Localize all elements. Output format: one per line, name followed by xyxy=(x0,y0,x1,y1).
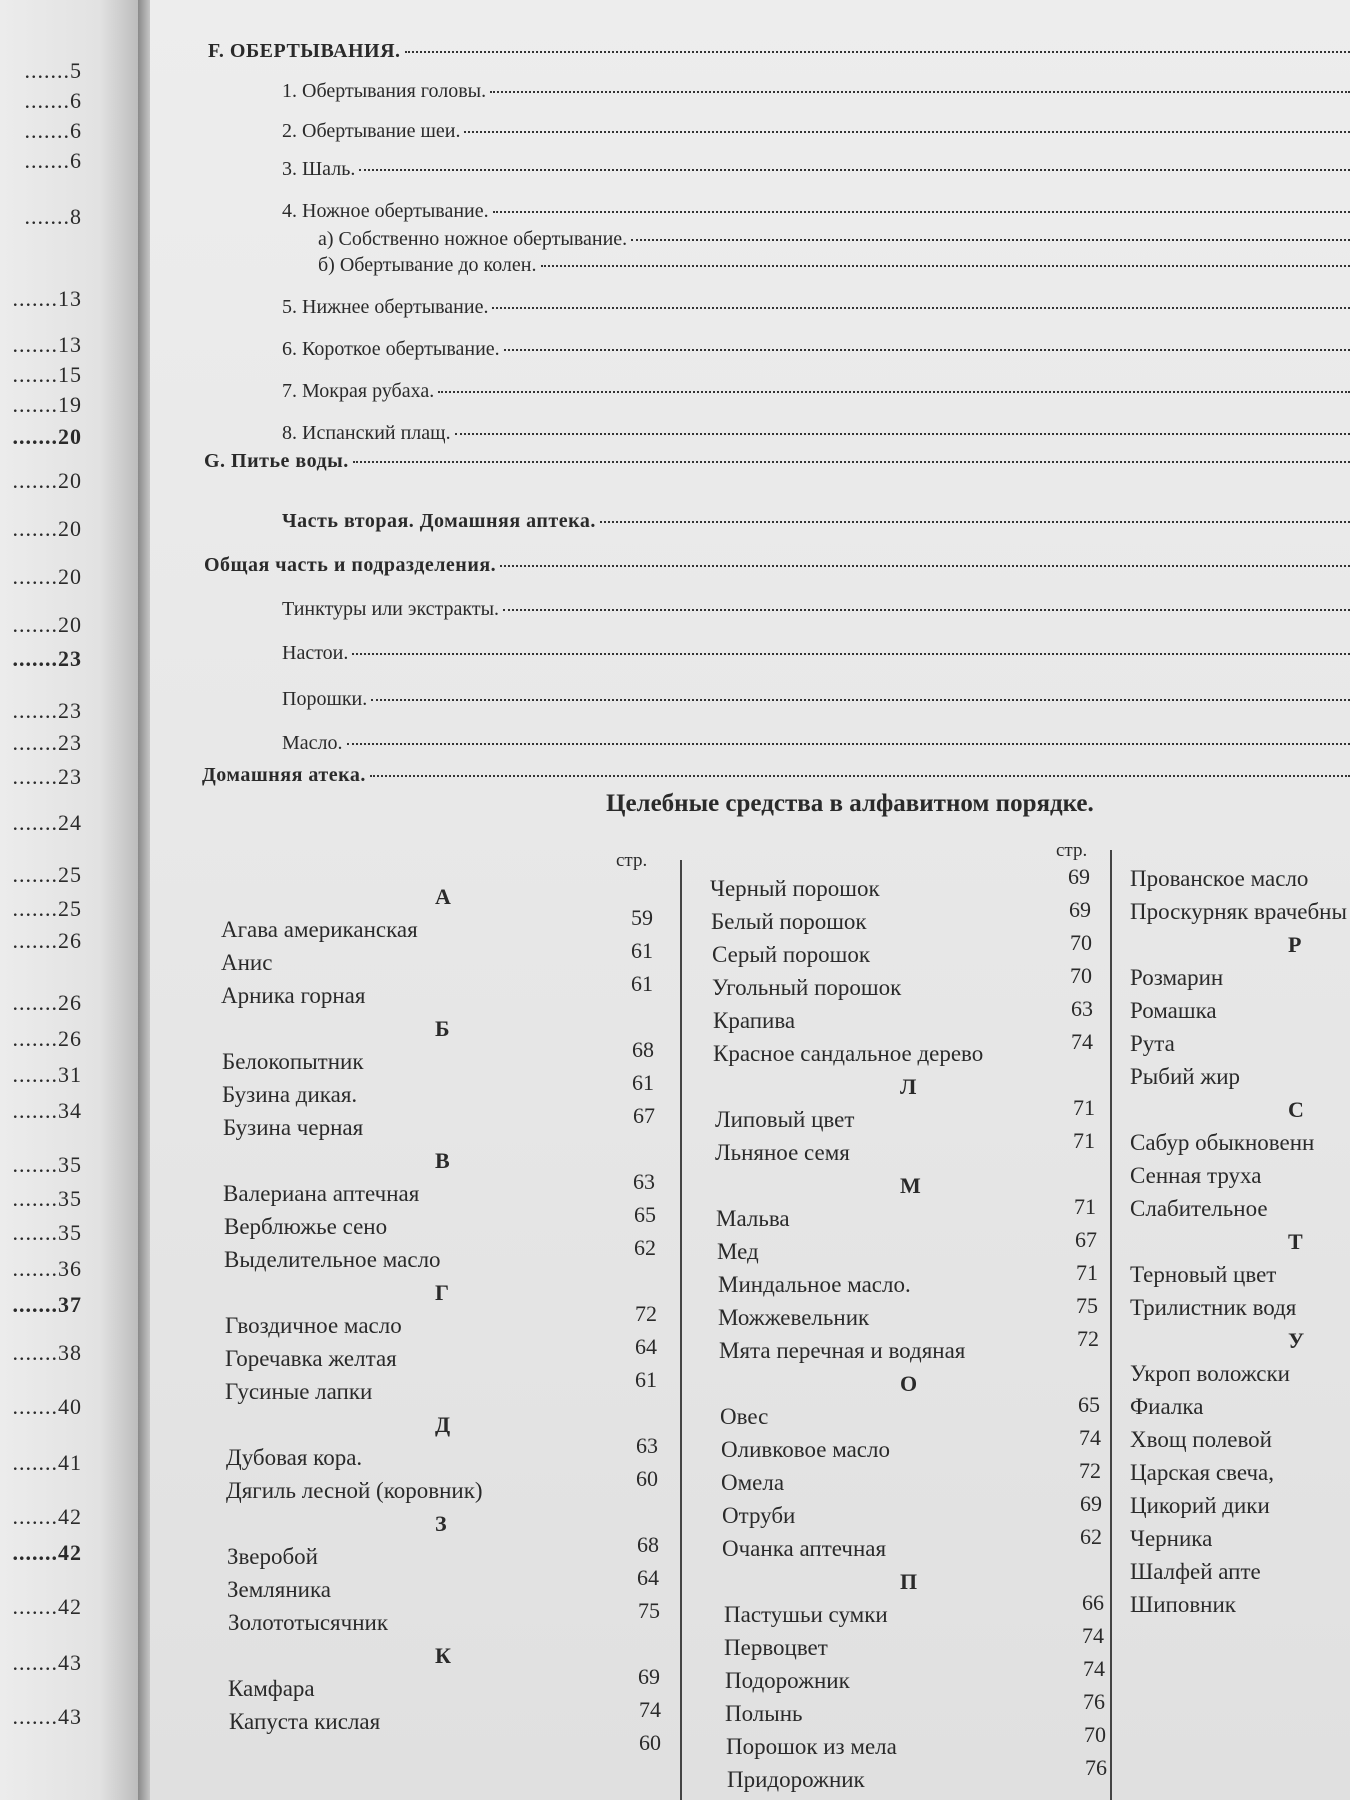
left-page-number: .......25 xyxy=(12,862,82,887)
index-entry-name: Гвоздичное масло xyxy=(225,1313,402,1338)
index-letter-heading: У xyxy=(1288,1328,1305,1353)
toc-general xyxy=(204,554,1350,577)
leader-dots xyxy=(631,239,1350,241)
index-entry-name: Фиалка xyxy=(1130,1394,1204,1419)
toc-heading-label: Часть вторая. Домашняя аптека. xyxy=(282,510,596,532)
index-entry-name: Красное сандальное дерево xyxy=(713,1041,984,1066)
toc-item xyxy=(282,732,1350,755)
left-page-number: .......35 xyxy=(12,1152,82,1177)
index-letter-heading: Д xyxy=(435,1412,451,1437)
leader-dots xyxy=(455,433,1350,435)
index-entry-name: Рыбий жир xyxy=(1130,1064,1241,1089)
toc-heading-f xyxy=(208,40,1350,63)
leader-dots xyxy=(500,565,1350,567)
index-entry-page: 75 xyxy=(638,1598,660,1623)
left-page-number: .......42 xyxy=(12,1594,82,1619)
index-entry-page: 63 xyxy=(1071,996,1093,1021)
left-page-number: .......20 xyxy=(12,564,82,589)
index-entry-name: Подорожник xyxy=(725,1668,850,1693)
left-page-number: .......15 xyxy=(12,362,82,387)
index-letter-heading: Р xyxy=(1288,932,1302,957)
index-letter-heading: О xyxy=(900,1371,918,1396)
index-entry-page: 70 xyxy=(1070,930,1092,955)
index-entry-name: Хвощ полевой xyxy=(1130,1427,1272,1452)
index-entry-page: 69 xyxy=(1068,864,1090,889)
leader-dots xyxy=(600,521,1350,523)
index-entry-page: 71 xyxy=(1074,1194,1096,1219)
index-entry-name: Мед xyxy=(717,1239,759,1264)
left-page-number: .......38 xyxy=(12,1340,82,1365)
index-entry-name: Мята перечная и водяная xyxy=(719,1338,966,1363)
index-entry-name: Полынь xyxy=(725,1701,803,1726)
index-entry-name: Прованское масло xyxy=(1130,866,1309,891)
left-page-number: .......42 xyxy=(12,1504,82,1529)
index-entry-page: 74 xyxy=(1079,1425,1101,1450)
toc-item xyxy=(282,422,1350,445)
toc-item xyxy=(282,80,1350,103)
index-entry-name: Укроп воложски xyxy=(1130,1361,1290,1386)
index-entry-page: 62 xyxy=(634,1235,656,1260)
index-entry-name: Можжевельник xyxy=(718,1305,870,1330)
index-entry-page: 69 xyxy=(1080,1491,1102,1516)
index-entry-name: Гусиные лапки xyxy=(225,1379,373,1404)
left-page-number: .......42 xyxy=(12,1540,82,1565)
leader-dots xyxy=(490,91,1350,93)
toc-subitem xyxy=(318,254,1350,277)
leader-dots xyxy=(359,169,1350,171)
index-entry-name: Земляника xyxy=(227,1577,331,1602)
left-page-number: .......5 xyxy=(24,58,82,83)
toc-heading-g xyxy=(204,450,1350,473)
page-label-col1: стр. xyxy=(616,850,648,871)
left-page-number: .......6 xyxy=(24,118,82,143)
index-entry-page: 60 xyxy=(639,1730,661,1755)
index-entry-name: Пастушьи сумки xyxy=(724,1602,888,1627)
leader-dots xyxy=(347,743,1350,745)
index-entry-page: 61 xyxy=(631,971,653,996)
toc-item xyxy=(282,296,1350,319)
index-letter-heading: Б xyxy=(435,1016,450,1041)
index-entry-name: Трилистник водя xyxy=(1130,1295,1297,1320)
toc-item xyxy=(282,688,1350,711)
index-entry-name: Оливковое масло xyxy=(721,1437,890,1462)
left-page-number: .......36 xyxy=(12,1256,82,1281)
index-letter-heading: Л xyxy=(900,1074,917,1099)
index-entry-page: 61 xyxy=(632,1070,654,1095)
index-entry-name: Сабур обыкновенн xyxy=(1130,1130,1315,1155)
toc-item xyxy=(282,158,1350,181)
index-entry-name: Сенная труха xyxy=(1130,1163,1262,1188)
index-entry-name: Омела xyxy=(721,1470,785,1495)
left-page-number: .......43 xyxy=(12,1650,82,1675)
toc-item-label: 3. Шаль. xyxy=(282,158,356,180)
index-letter-heading: М xyxy=(900,1173,921,1198)
index-entry-page: 61 xyxy=(635,1367,657,1392)
index-entry-page: 74 xyxy=(1083,1656,1105,1681)
index-entry-page: 72 xyxy=(1077,1326,1099,1351)
index-entry-name: Угольный порошок xyxy=(712,975,902,1000)
toc-item xyxy=(282,380,1350,403)
left-page-number: .......24 xyxy=(12,810,82,835)
index-letter-heading: Г xyxy=(435,1280,449,1305)
index-letter-heading: З xyxy=(435,1511,447,1536)
index-entry-name: Шалфей апте xyxy=(1130,1559,1261,1584)
index-entry-name: Слабительное xyxy=(1130,1196,1268,1221)
toc-heading-label: F. ОБЕРТЫВАНИЯ. xyxy=(208,40,401,62)
right-page xyxy=(150,0,1350,1800)
index-entry-name: Розмарин xyxy=(1130,965,1224,990)
left-page-number: .......13 xyxy=(12,332,82,357)
leader-dots xyxy=(541,265,1350,267)
left-page-number: .......8 xyxy=(24,204,82,229)
toc-item-label: Настои. xyxy=(282,642,349,664)
toc-item-label: 2. Обертывание шеи. xyxy=(282,120,461,142)
index-letter-heading: Т xyxy=(1288,1229,1303,1254)
left-page-number: .......23 xyxy=(12,646,82,671)
page-label-col2: стр. xyxy=(1056,840,1088,861)
index-entry-name: Липовый цвет xyxy=(715,1107,855,1132)
index-entry-name: Проскурняк врачебны xyxy=(1130,899,1347,924)
index-entry-page: 74 xyxy=(1071,1029,1093,1054)
toc-item-label: 7. Мокрая рубаха. xyxy=(282,380,435,402)
toc-item-label: 4. Ножное обертывание. xyxy=(282,200,489,222)
toc-item-label: б) Обертывание до колен. xyxy=(318,254,537,276)
index-entry-page: 76 xyxy=(1085,1755,1107,1780)
index-entry-page: 67 xyxy=(1075,1227,1097,1252)
leader-dots xyxy=(405,51,1350,53)
index-entry-name: Терновый цвет xyxy=(1130,1262,1277,1287)
index-entry-name: Отруби xyxy=(722,1503,796,1528)
toc-item xyxy=(282,642,1350,665)
index-entry-name: Овес xyxy=(720,1404,769,1429)
index-entry-name: Рута xyxy=(1130,1031,1175,1056)
index-entry-page: 76 xyxy=(1083,1689,1105,1714)
index-entry-name: Капуста кислая xyxy=(229,1709,381,1734)
left-page-number: .......20 xyxy=(12,612,82,637)
index-entry-name: Валериана аптечная xyxy=(223,1181,420,1206)
column-divider xyxy=(1110,850,1112,1800)
toc-item xyxy=(282,338,1350,361)
index-entry-page: 71 xyxy=(1073,1128,1095,1153)
toc-item-label: Тинктуры или экстракты. xyxy=(282,598,500,620)
index-entry-name: Шиповник xyxy=(1130,1592,1236,1617)
toc-item xyxy=(282,598,1350,621)
index-entry-name: Царская свеча, xyxy=(1130,1460,1274,1485)
index-letter-heading: В xyxy=(435,1148,450,1173)
index-entry-name: Черника xyxy=(1130,1526,1213,1551)
leader-dots xyxy=(371,699,1350,701)
left-page-number: .......23 xyxy=(12,764,82,789)
left-page-number: .......41 xyxy=(12,1450,82,1475)
index-entry-name: Крапива xyxy=(713,1008,796,1033)
left-page-number: .......19 xyxy=(12,392,82,417)
left-page-number: .......35 xyxy=(12,1186,82,1211)
left-page-number: .......26 xyxy=(12,928,82,953)
index-entry-name: Белый порошок xyxy=(711,909,867,934)
left-page-number: .......25 xyxy=(12,896,82,921)
index-entry-name: Миндальное масло. xyxy=(718,1272,911,1297)
index-entry-name: Арника горная xyxy=(221,983,366,1008)
index-entry-name: Черный порошок xyxy=(710,876,880,901)
left-page-number: .......6 xyxy=(24,88,82,113)
left-page-edge xyxy=(0,0,142,1800)
index-entry-page: 69 xyxy=(638,1664,660,1689)
toc-heading-label: G. Питье воды. xyxy=(204,450,349,472)
index-entry-name: Придорожник xyxy=(727,1767,865,1792)
toc-item-label: 1. Обертывания головы. xyxy=(282,80,487,102)
left-page-number: .......20 xyxy=(12,516,82,541)
leader-dots xyxy=(353,461,1350,463)
left-page-number: .......43 xyxy=(12,1704,82,1729)
toc-item xyxy=(282,120,1350,143)
index-letter-heading: П xyxy=(900,1569,918,1594)
index-entry-page: 64 xyxy=(635,1334,657,1359)
index-entry-name: Первоцвет xyxy=(724,1635,828,1660)
index-entry-page: 65 xyxy=(1078,1392,1100,1417)
left-page-number: .......6 xyxy=(24,148,82,173)
index-title: Целебные средства в алфавитном порядке. xyxy=(606,790,1094,817)
index-entry-page: 72 xyxy=(1079,1458,1101,1483)
left-page-number: .......40 xyxy=(12,1394,82,1419)
toc-heading-label: Домашняя атека. xyxy=(202,764,366,786)
toc-part-two xyxy=(282,510,1350,533)
index-entry-page: 66 xyxy=(1082,1590,1104,1615)
index-entry-page: 70 xyxy=(1070,963,1092,988)
index-entry-page: 65 xyxy=(634,1202,656,1227)
index-entry-name: Золототысячник xyxy=(228,1610,388,1635)
index-entry-name: Дягиль лесной (коровник) xyxy=(226,1478,483,1503)
index-entry-name: Верблюжье сено xyxy=(224,1214,388,1239)
left-page-number: .......23 xyxy=(12,730,82,755)
leader-dots xyxy=(503,609,1350,611)
toc-subitem xyxy=(318,228,1350,251)
left-page-number: .......20 xyxy=(12,424,82,449)
index-entry-page: 67 xyxy=(633,1103,655,1128)
index-entry-page: 62 xyxy=(1080,1524,1102,1549)
index-entry-name: Порошок из мела xyxy=(726,1734,897,1759)
index-entry-name: Мальва xyxy=(716,1206,790,1231)
left-page-number: .......20 xyxy=(12,468,82,493)
index-entry-page: 71 xyxy=(1073,1095,1095,1120)
index-entry-name: Дубовая кора. xyxy=(226,1445,363,1470)
index-entry-page: 75 xyxy=(1076,1293,1098,1318)
index-entry-page: 63 xyxy=(636,1433,658,1458)
left-page-number: .......34 xyxy=(12,1098,82,1123)
index-entry-name: Зверобой xyxy=(227,1544,318,1569)
index-entry-name: Серый порошок xyxy=(712,942,871,967)
index-entry-page: 70 xyxy=(1084,1722,1106,1747)
index-entry-page: 72 xyxy=(635,1301,657,1326)
toc-item xyxy=(282,200,1350,223)
left-page-number: .......35 xyxy=(12,1220,82,1245)
left-page-number: .......23 xyxy=(12,698,82,723)
index-letter-heading: С xyxy=(1288,1097,1304,1122)
index-entry-page: 71 xyxy=(1076,1260,1098,1285)
leader-dots xyxy=(492,307,1350,309)
index-entry-name: Анис xyxy=(221,950,273,975)
index-entry-name: Ромашка xyxy=(1130,998,1217,1023)
left-page-number: .......31 xyxy=(12,1062,82,1087)
leader-dots xyxy=(504,349,1350,351)
index-entry-name: Бузина черная xyxy=(223,1115,364,1140)
toc-heading-label: Общая часть и подразделения. xyxy=(204,554,497,576)
leader-dots xyxy=(370,775,1350,777)
leader-dots xyxy=(438,391,1350,393)
left-page-number: .......37 xyxy=(12,1292,82,1317)
toc-item-label: а) Собственно ножное обертывание. xyxy=(318,228,628,250)
leader-dots xyxy=(464,131,1350,133)
index-entry-name: Белокопытник xyxy=(222,1049,364,1074)
index-letter-heading: К xyxy=(435,1643,451,1668)
index-entry-page: 68 xyxy=(632,1037,654,1062)
index-entry-name: Агава американская xyxy=(221,917,418,942)
index-entry-page: 63 xyxy=(633,1169,655,1194)
index-entry-name: Камфара xyxy=(228,1676,315,1701)
index-entry-page: 59 xyxy=(631,905,653,930)
index-entry-page: 74 xyxy=(639,1697,661,1722)
toc-home xyxy=(202,764,1350,787)
index-entry-page: 60 xyxy=(636,1466,658,1491)
index-entry-page: 64 xyxy=(637,1565,659,1590)
index-entry-page: 69 xyxy=(1069,897,1091,922)
toc-item-label: Масло. xyxy=(282,732,343,754)
leader-dots xyxy=(352,653,1350,655)
toc-item-label: Порошки. xyxy=(282,688,368,710)
left-page-number: .......26 xyxy=(12,990,82,1015)
index-entry-name: Льняное семя xyxy=(715,1140,850,1165)
toc-item-label: 5. Нижнее обертывание. xyxy=(282,296,489,318)
index-entry-name: Бузина дикая. xyxy=(222,1082,358,1107)
index-letter-heading: А xyxy=(435,884,451,909)
left-page-number: .......26 xyxy=(12,1026,82,1051)
index-entry-page: 68 xyxy=(637,1532,659,1557)
left-page-number: .......13 xyxy=(12,286,82,311)
index-entry-name: Выделительное масло xyxy=(224,1247,441,1272)
column-divider xyxy=(680,860,682,1800)
index-entry-name: Цикорий дики xyxy=(1130,1493,1270,1518)
toc-item-label: 8. Испанский плащ. xyxy=(282,422,451,444)
index-entry-name: Очанка аптечная xyxy=(722,1536,887,1561)
index-entry-name: Горечавка желтая xyxy=(225,1346,397,1371)
toc-item-label: 6. Короткое обертывание. xyxy=(282,338,500,360)
index-entry-page: 61 xyxy=(631,938,653,963)
leader-dots xyxy=(493,211,1350,213)
index-entry-page: 74 xyxy=(1082,1623,1104,1648)
